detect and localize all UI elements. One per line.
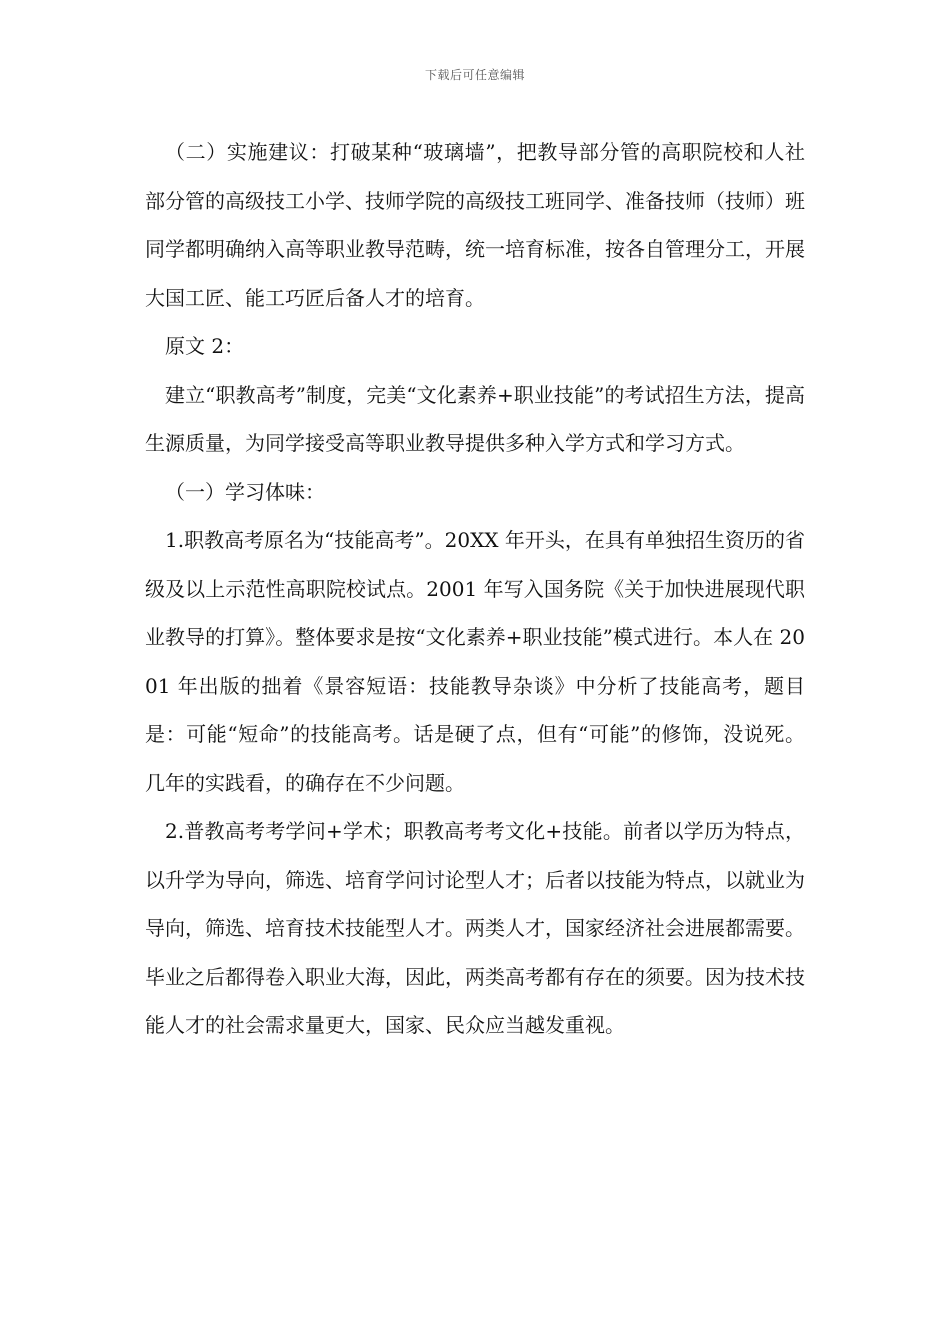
paragraph-point-2: 2.普教高考考学问+学术；职教高考考文化+技能。前者以学历为特点，以升学为导向，筛选、培育学问讨论型人才；后者以技能为特点，以就业为导向，筛选、培育技术技能型人才。两类人才，国家经济社会进展都需要。毕业之后都得卷入职业大海，因此，两类高考都有存在的须要。因为技术技能人才的社会需求量更大，国家、民众应当越发重视。: [145, 819, 805, 1037]
paragraph-point-1: 1.职教高考原名为“技能高考”。20XX 年开头，在具有单独招生资历的省级及以上示范性高职院校试点。2001 年写入国务院《关于加快进展现代职业教导的打算》。整体要求是按“文化素养+职业技能”模式进行。本人在 2001 年出版的拙着《景容短语：技能教导杂谈》中分析了技能高考，题目是：可能“短命”的技能高考。话是硬了点，但有“可能”的修饰，没说死。几年的实践看，的确存在不少问题。: [145, 528, 805, 795]
paragraph-original-text-2-label: 原文 2：: [165, 334, 245, 358]
document-body: [145, 128, 805, 1050]
paragraph-original-text-2: 建立“职教高考”制度，完美“文化素养+职业技能”的考试招生方法，提高生源质量，为同学接受高等职业教导提供多种入学方式和学习方式。: [145, 382, 805, 455]
page-header: 下载后可任意编辑: [424, 68, 525, 82]
paragraph-study-experience-heading: （一）学习体味：: [165, 479, 325, 504]
paragraph-implementation-suggestion: （二）实施建议：打破某种“玻璃墙”，把教导部分管的高职院校和人社部分管的高级技工小学、技师学院的高级技工班同学、准备技师（技师）班同学都明确纳入高等职业教导范畴，统一培育标准，按各自管理分工，开展大国工匠、能工巧匠后备人才的培育。: [145, 140, 805, 310]
